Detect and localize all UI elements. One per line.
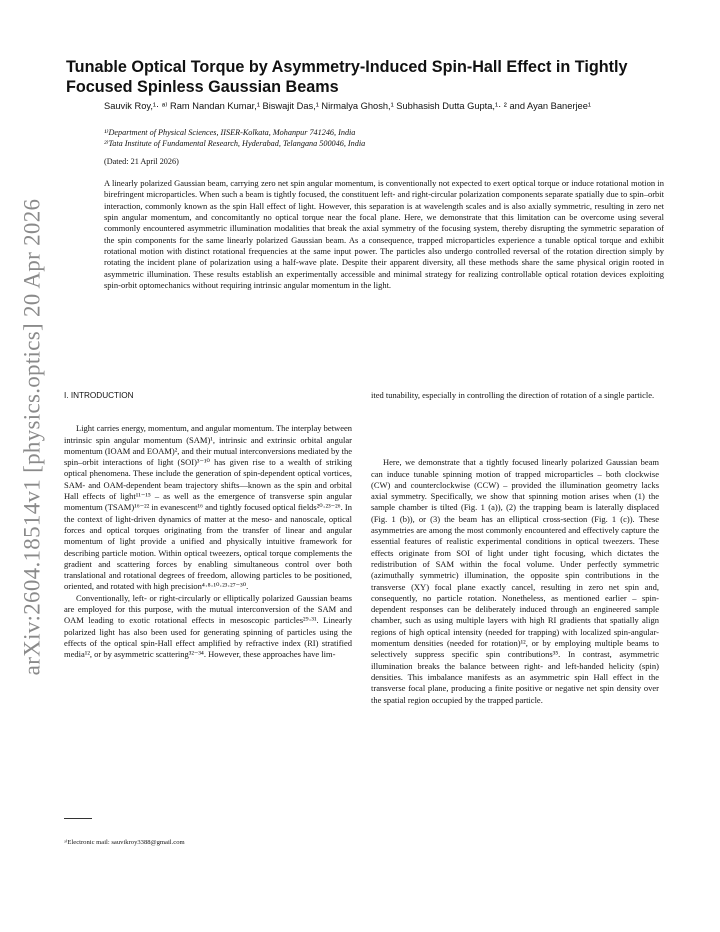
dated-line: (Dated: 21 April 2026): [104, 157, 179, 166]
paper-title: Tunable Optical Torque by Asymmetry-Induced Spin-Hall Effect in Tightly Focused Spinless Gaussian Beams: [66, 58, 628, 96]
left-column: [64, 390, 352, 661]
abstract: A linearly polarized Gaussian beam, carrying zero net spin angular momentum, is conventionally not expected to exert optical torque or induce rotational motion in birefringent microparticles. When such a beam is tightly focused, the constituent left- and right-circular polarization components separate spatially due to spin–orbit interaction, commonly known as the spin Hall effect of light. However, this separation is at wavelength scales and is also axially symmetric, resulting in zero net spin angular momentum, and concomitantly no optical torque near the focal plane. Here, we demonstrate that this limitation can be overcome using several commonly encountered asymmetric illumination modalities that break the axial symmetry of the focusing system, thereby disrupting the symmetric separation of the spin components for the same linearly polarized Gaussian beam. As a consequence, trapped microparticles experience a tunable optical torque and exhibit rotational motion with distinct rotational frequencies at the same input power. The particles also undergo controlled reversal of the rotation direction simply by rotating the incident plane of polarization using a half-wave plate. Despite their apparent diversity, all these methods share the same physical origin rooted in asymmetric illumination. These results establish an experimentally accessible and minimal strategy for realizing controllable optical rotation devices exploiting spin-orbit optomechanics without requiring intrinsic angular momentum in the light.: [104, 178, 664, 291]
arxiv-identifier: arXiv:2604.18514v1 [physics.optics] 20 Apr 2026: [19, 198, 44, 676]
intro-paragraph-1: Light carries energy, momentum, and angular momentum. The interplay between intrinsic spin angular momentum (SAM)¹, intrinsic and extrinsic orbital angular momentum (IOAM and EOAM)², and their mutual interconversions mediated by the spin–orbit interactions of light (SOI)³⁻¹⁰ has given rise to a wealth of striking optical phenomena. These include the generation of spin-dependent optical vortices, SAM- and OAM-dependent beam trajectory shifts—known as the spin and orbital Hall effects of light¹¹⁻¹⁵ – as well as the emergence of transverse spin angular momentum (TSAM)¹⁶⁻²² in evanescent¹⁶ and tightly focused optical fields²⁰·²³⁻²⁶. In the context of light-driven dynamics of matter at the meso- and nanoscale, optical forces and optical torques originating from the transfer of linear and angular momentum of light provide a unified and physically intuitive framework for describing particle motion. Within optical tweezers, optical torque complements the gradient and scattering forces by enabling simultaneous control over both translational and rotational degrees of freedom, allowing particles to be positioned, oriented, and rotated with high precision⁴·⁸·¹⁰·²³·²⁷⁻³⁰.: [64, 423, 352, 592]
affiliation-1: ¹⁾Department of Physical Sciences, IISER-Kolkata, Mohanpur 741246, India: [104, 128, 356, 137]
arxiv-identifier-stamp: [14, 198, 50, 676]
column-gap: [371, 401, 659, 457]
right-column: [371, 390, 659, 706]
intro-paragraph-2: Conventionally, left- or right-circularly or elliptically polarized Gaussian beams are employed for this purpose, with the mutual interconversion of the SAM and OAM leading to exotic rotational effects in mesoscopic particles²⁹·³¹. Linearly polarized light has also been used for generating spinning of particles using the effects of the optical spin-Hall effect amplified by refractive index (RI) stratified media¹², or by asymmetric scattering³²⁻³⁴. However, these approaches have lim-: [64, 592, 352, 660]
affiliation-2: ²⁾Tata Institute of Fundamental Research, Hyderabad, Telangana 500046, India: [104, 139, 366, 148]
author-list: Sauvik Roy,¹· ᵃ⁾ Ram Nandan Kumar,¹ Biswajit Das,¹ Nirmalya Ghosh,¹ Subhasish Dutta Gupta,¹· ² and Ayan Banerjee¹: [104, 101, 591, 111]
footnote-divider: [64, 818, 92, 819]
intro-paragraph-continued: ited tunability, especially in controlling the direction of rotation of a single particle.: [371, 390, 655, 400]
footnote-email: ᵃ⁾Electronic mail: sauvikroy3388@gmail.com: [64, 839, 185, 846]
intro-paragraph-3: Here, we demonstrate that a tightly focused linearly polarized Gaussian beam can induce tunable spinning motion of trapped microparticles – both clockwise (CW) and counterclockwise (CCW) – provided the illumination geometry lacks axial symmetry. Specifically, we show that spinning motion arises when (1) the sample chamber is tilted (Fig. 1 (a)), (2) the trapping beam is laterally displaced (Fig. 1 (b)), or (3) the beam has an elliptical cross-section (Fig. 1 (c)). These asymmetries are among the most commonly encountered and effectively capture the essential features of realistic experimental conditions in optical tweezers. These effects originate from SOI of light under tight focusing, which dictates the redistribution of SAM within the focal volume. Under perfectly symmetric (azimuthally symmetric) illumination, the opposite spin contributions in the transverse (XY) focal plane exactly cancel, resulting in zero net spin and, consequently, no particle rotation. Nonetheless, as mentioned earlier – spin-dependent responses can be deliberately induced through an engineered sample chamber, such as using multiple layers with high RI gradients that spatially align regions of high optical intensity (needed for trapping) with localized spin-angular-momentum densities (needed for rotation)¹², or by employing multiple beams to selectively suppress specific spin contributions³⁵. In contrast, asymmetric illumination breaks the balance between right- and left-handed helicity (spin) densities. This imbalance manifests as an asymmetric spin Hall effect in the transverse focal plane, producing a finite positive or negative net spin density over the spatial region occupied by the trapped particle.: [371, 457, 659, 705]
section-heading-introduction: I. INTRODUCTION: [64, 391, 134, 400]
